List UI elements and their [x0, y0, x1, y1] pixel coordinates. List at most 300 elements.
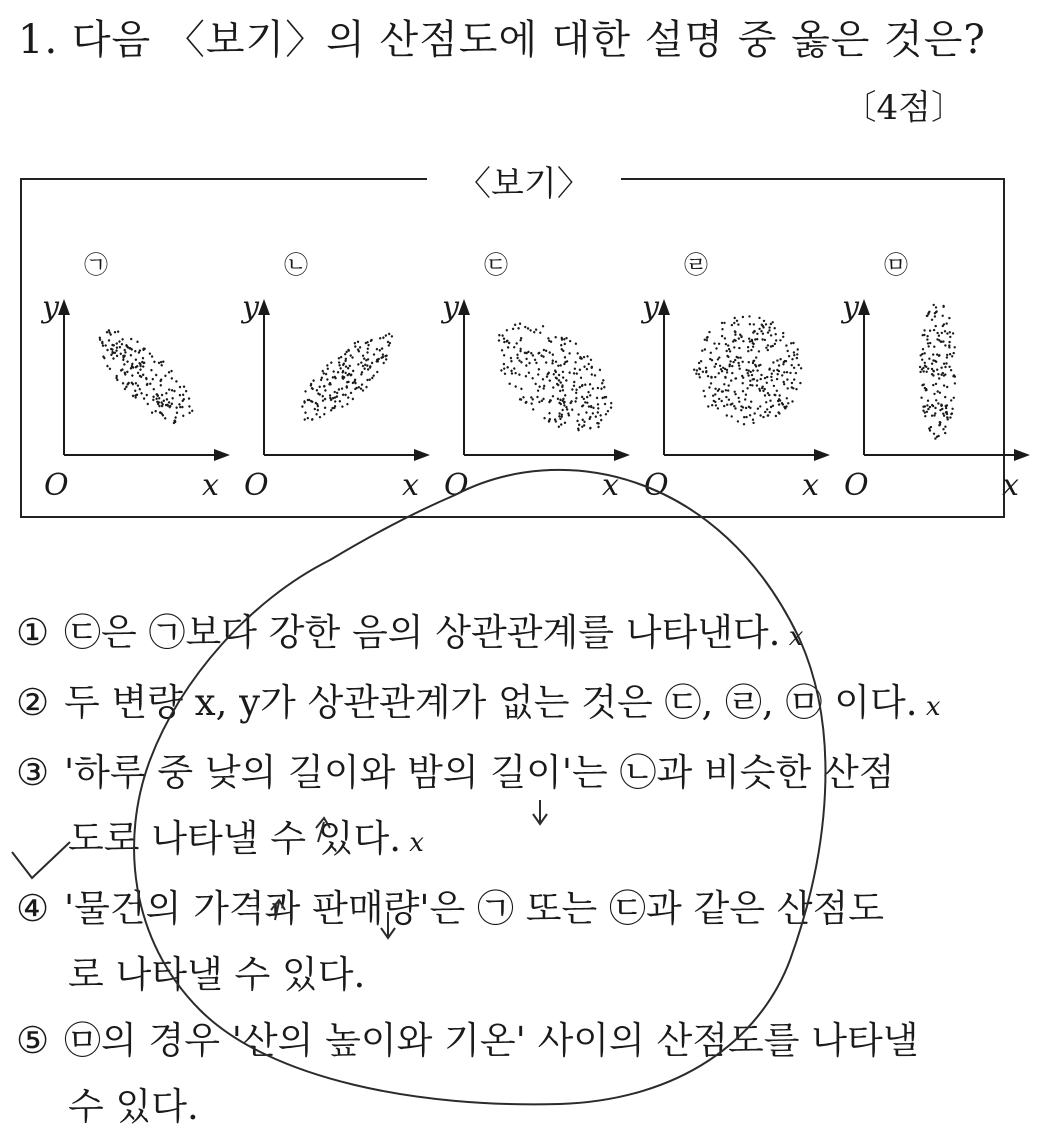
scatter-dot	[928, 427, 930, 429]
option-line	[16, 600, 1006, 670]
axis-arrowheads	[58, 299, 230, 461]
y-axis-label: y	[642, 290, 659, 325]
scatter-dot	[771, 379, 773, 381]
scatter-dot	[919, 366, 921, 368]
scatter-dot	[924, 362, 926, 364]
scatter-dot	[787, 387, 789, 389]
scatter-dot	[743, 416, 745, 418]
scatter-dot	[529, 329, 532, 332]
scatter-dot	[745, 369, 747, 371]
scatter-dot	[948, 344, 950, 346]
scatter-dot	[167, 371, 170, 374]
scatter-dot	[150, 355, 153, 358]
scatter-dot	[791, 400, 793, 402]
scatter-plot	[844, 245, 1039, 515]
scatter-dot	[704, 348, 706, 350]
x-axis-label: x	[802, 468, 819, 503]
example-box-title: 〈보기〉	[427, 156, 621, 205]
scatter-dot	[597, 407, 600, 410]
scatter-dot	[742, 390, 744, 392]
scatter-dot	[779, 358, 781, 360]
scatter-dot	[738, 347, 740, 349]
scatter-dot	[925, 389, 927, 391]
scatter-dot	[721, 400, 723, 402]
scatter-dot	[98, 336, 101, 339]
option-continuation	[16, 942, 1006, 1008]
scatter-dot	[762, 386, 764, 388]
scatter-dot	[726, 404, 728, 406]
scatter-dot	[728, 399, 730, 401]
scatter-dot	[124, 351, 127, 354]
scatter-dot	[557, 425, 560, 428]
scatter-dot	[351, 397, 354, 400]
scatter-dot	[528, 361, 531, 364]
scatter-dot	[565, 379, 568, 382]
scatter-dots	[85, 316, 204, 435]
scatter-dot	[141, 356, 144, 359]
scatter-dot	[693, 369, 695, 371]
scatter-dot	[723, 383, 725, 385]
scatter-dot	[731, 372, 733, 374]
scatter-dot	[515, 342, 518, 345]
scatter-dot	[134, 358, 137, 361]
scatter-dot	[717, 407, 719, 409]
plot-label: ㉤	[884, 251, 908, 279]
scatter-dot	[586, 395, 589, 398]
scatter-dot	[721, 328, 723, 330]
scatter-dot	[764, 388, 766, 390]
scatter-dot	[778, 403, 780, 405]
scatter-dot	[759, 390, 761, 392]
scatter-dot	[536, 395, 539, 398]
x-axis-label: x	[602, 468, 619, 503]
scatter-dot	[182, 414, 185, 417]
scatter-dot	[765, 401, 767, 403]
scatter-dot	[113, 330, 116, 333]
scatter-dot	[503, 340, 506, 343]
scatter-dot	[134, 389, 137, 392]
scatter-dot	[714, 376, 716, 378]
scatter-dots	[475, 300, 631, 452]
scatter-dot	[601, 381, 604, 384]
scatter-dot	[946, 413, 948, 415]
scatter-dot	[715, 404, 717, 406]
scatter-dot	[595, 396, 598, 399]
scatter-dot	[764, 339, 766, 341]
scatter-dot	[944, 426, 946, 428]
scatter-dot	[718, 388, 720, 390]
scatter-dot	[725, 343, 727, 345]
scatter-dot	[953, 397, 955, 399]
scatter-dot	[184, 389, 187, 392]
scatter-dot	[750, 349, 752, 351]
scatter-dot	[921, 384, 923, 386]
option-text: 로 나타낼 수 있다.	[68, 953, 366, 996]
scatter-dot	[791, 364, 793, 366]
scatter-dot	[577, 423, 580, 426]
scatter-dot	[948, 341, 950, 343]
scatter-dot	[597, 425, 600, 428]
scatter-dot	[537, 373, 540, 376]
scatter-dot	[737, 357, 739, 359]
scatter-dot	[545, 375, 548, 378]
scatter-dot	[700, 360, 702, 362]
scatter-dot	[152, 387, 155, 390]
scatter-dot	[554, 335, 557, 338]
scatter-dot	[603, 402, 606, 405]
scatter-dot	[104, 344, 107, 347]
scatter-dot	[791, 358, 793, 360]
scatter-dot	[775, 339, 777, 341]
scatter-dot	[574, 400, 577, 403]
scatter-dot	[936, 369, 938, 371]
scatter-dot	[774, 343, 776, 345]
scatter-dot	[573, 380, 576, 383]
option-number: ④	[16, 887, 50, 930]
origin-label: O	[644, 468, 669, 503]
scatter-dot	[757, 408, 759, 410]
scatter-dot	[924, 415, 926, 417]
scatter-plot	[644, 245, 839, 515]
scatter-dot	[745, 407, 747, 409]
scatter-dot	[954, 382, 956, 384]
scatter-dot	[542, 387, 545, 390]
scatter-dot	[516, 353, 519, 356]
scatter-dot	[792, 387, 794, 389]
scatter-dot	[790, 342, 792, 344]
scatter-dot	[735, 377, 737, 379]
option-continuation	[16, 806, 1006, 876]
scatter-dot	[731, 415, 733, 417]
scatter-dot	[931, 363, 933, 365]
scatter-dot	[742, 340, 744, 342]
scatter-dot	[585, 367, 588, 370]
scatter-dot	[791, 382, 793, 384]
scatter-dot	[762, 333, 764, 335]
scatter-dot	[501, 334, 504, 337]
scatter-dot	[769, 411, 771, 413]
scatter-dot	[768, 326, 770, 328]
scatter-dot	[756, 338, 758, 340]
scatter-dot	[115, 346, 118, 349]
scatter-dot	[315, 413, 318, 416]
scatter-dot	[723, 405, 725, 407]
question-number: 1.	[18, 17, 59, 63]
scatter-dot	[926, 335, 928, 337]
scatter-dot	[348, 364, 351, 367]
scatter-dot	[324, 389, 327, 392]
scatter-dot	[315, 389, 318, 392]
scatter-dot	[589, 426, 592, 429]
scatter-dot	[589, 358, 592, 361]
scatter-dot	[942, 428, 944, 430]
scatter-dot	[518, 373, 521, 376]
scatter-dot	[943, 363, 945, 365]
scatter-dot	[170, 389, 173, 392]
y-axis-label: y	[842, 290, 859, 325]
scatter-dot	[576, 419, 579, 422]
scatter-dot	[498, 333, 501, 336]
scatter-dot	[718, 372, 720, 374]
scatter-dot	[934, 315, 936, 317]
scatter-dot	[920, 397, 922, 399]
x-axis-label: x	[1002, 468, 1019, 503]
scatter-dot	[745, 416, 747, 418]
scatter-dot	[328, 394, 331, 397]
scatter-dot	[767, 349, 769, 351]
scatter-dot	[939, 392, 941, 394]
scatter-dot	[734, 331, 736, 333]
scatter-dot	[754, 364, 756, 366]
scatter-dot	[752, 369, 754, 371]
scatter-dot	[563, 421, 566, 424]
scatter-dot	[535, 361, 538, 364]
scatter-dot	[140, 392, 143, 395]
option-text: '물건의 가격과 판매량'은 ㉠ 또는 ㉢과 같은 산점도	[64, 887, 885, 930]
scatter-dot	[756, 384, 758, 386]
scatter-dot	[759, 405, 761, 407]
scatter-dot	[781, 374, 783, 376]
scatter-dot	[155, 397, 158, 400]
scatter-dot	[574, 342, 577, 345]
scatter-dot	[142, 397, 145, 400]
scatter-dot	[779, 339, 781, 341]
scatter-dot	[756, 369, 758, 371]
scatter-dot	[770, 334, 772, 336]
scatter-dot	[115, 342, 118, 345]
scatter-dot	[933, 304, 935, 306]
scatter-dot	[717, 358, 719, 360]
scatter-dot	[188, 405, 191, 408]
scatter-dot	[758, 328, 760, 330]
scatter-dot	[949, 336, 951, 338]
scatter-dot	[574, 361, 577, 364]
scatter-dot	[714, 393, 716, 395]
scatter-dot	[338, 400, 341, 403]
scatter-dot	[749, 323, 751, 325]
scatter-dot	[370, 361, 373, 364]
scatter-dot	[715, 363, 717, 365]
scatter-dots	[693, 315, 802, 425]
scatter-dot	[376, 370, 379, 373]
option-text: ㉢은 ㉠보다 강한 음의 상관관계를 나타낸다.	[64, 611, 781, 654]
scatter-dot	[594, 415, 597, 418]
scatter-dot	[748, 315, 750, 317]
scatter-plot-axes	[42, 290, 234, 510]
scatter-dot	[739, 357, 741, 359]
scatter-dot	[769, 368, 771, 370]
scatter-dot	[793, 367, 795, 369]
scatter-dot	[162, 360, 165, 363]
scatter-dot	[593, 374, 596, 377]
scatter-dot	[698, 373, 700, 375]
scatter-dot	[596, 403, 599, 406]
scatter-dot	[518, 322, 521, 325]
scatter-dot	[332, 370, 335, 373]
scatter-dot	[354, 345, 357, 348]
scatter-dot	[703, 390, 705, 392]
scatter-dot	[929, 330, 931, 332]
scatter-dot	[798, 364, 800, 366]
scatter-dot	[149, 382, 152, 385]
scatter-dot	[543, 384, 546, 387]
scatter-dot	[175, 406, 178, 409]
scatter-dot	[509, 356, 512, 359]
scatter-dot	[752, 342, 754, 344]
scatter-dot	[743, 423, 745, 425]
option-text: 도로 나타낼 수 있다.	[68, 817, 401, 860]
scatter-dot	[748, 338, 750, 340]
scatter-dot	[382, 361, 385, 364]
scatter-dot	[107, 339, 110, 342]
scatter-dot	[926, 315, 928, 317]
scatter-dot	[949, 353, 951, 355]
scatter-dot	[334, 400, 337, 403]
scatter-dot	[782, 332, 784, 334]
scatter-dot	[165, 392, 168, 395]
scatter-dot	[923, 370, 925, 372]
scatter-dot	[304, 411, 307, 414]
scatter-dot	[702, 371, 704, 373]
scatter-dot	[760, 378, 762, 380]
scatter-dot	[698, 362, 700, 364]
scatter-dot	[579, 376, 582, 379]
scatter-dot	[754, 412, 756, 414]
scatter-dot	[173, 389, 176, 392]
scatter-dot	[506, 346, 509, 349]
scatter-dot	[942, 372, 944, 374]
scatter-dot	[771, 373, 773, 375]
option-line	[16, 670, 1006, 740]
scatter-dot	[306, 416, 309, 419]
scatter-dot	[773, 370, 775, 372]
scatter-dot	[357, 363, 360, 366]
wrong-mark: x	[917, 692, 941, 722]
axis-arrowheads	[658, 299, 830, 461]
scatter-dot	[723, 322, 725, 324]
scatter-dot	[733, 405, 735, 407]
scatter-dot	[738, 337, 740, 339]
scatter-dot	[789, 372, 791, 374]
scatter-dot	[517, 327, 520, 330]
scatter-dot	[728, 365, 730, 367]
scatter-dot	[106, 364, 109, 367]
scatter-dot	[513, 367, 516, 370]
axis-arrowheads	[258, 299, 430, 461]
scatter-dot	[729, 360, 731, 362]
scatter-dot	[108, 367, 111, 370]
scatter-dot	[524, 325, 527, 328]
scatter-dot	[130, 337, 133, 340]
scatter-dot	[134, 349, 137, 352]
scatter-dot	[530, 402, 533, 405]
scatter-dot	[150, 411, 153, 414]
scatter-dot	[335, 391, 338, 394]
plot-label: ㉠	[84, 251, 108, 279]
scatter-dot	[131, 362, 134, 365]
scatter-dot	[561, 370, 564, 373]
scatter-dot	[527, 371, 530, 374]
scatter-dot	[126, 370, 129, 373]
scatter-dot	[932, 353, 934, 355]
scatter-dot	[573, 367, 576, 370]
scatter-dot	[927, 342, 929, 344]
scatter-dot	[188, 411, 191, 414]
scatter-dot	[945, 407, 947, 409]
scatter-dot	[934, 412, 936, 414]
scatter-dot	[547, 337, 550, 340]
y-axis-label: y	[42, 290, 59, 325]
scatter-dot	[600, 387, 603, 390]
scatter-dot	[538, 385, 541, 388]
scatter-dot	[191, 409, 194, 412]
scatter-dot	[733, 339, 735, 341]
scatter-dot	[763, 320, 765, 322]
scatter-dot	[752, 378, 754, 380]
scatter-dot	[756, 379, 758, 381]
scatter-dot	[610, 401, 613, 404]
scatter-dot	[313, 407, 316, 410]
scatter-dot	[556, 397, 559, 400]
scatter-dot	[575, 397, 578, 400]
scatter-dot	[160, 393, 163, 396]
scatter-dot	[750, 371, 752, 373]
scatter-dot	[539, 331, 542, 334]
scatter-dot	[337, 388, 340, 391]
scatter-dot	[726, 350, 728, 352]
scatter-dot	[931, 319, 933, 321]
scatter-dot	[926, 338, 928, 340]
scatter-dot	[568, 371, 571, 374]
scatter-dot	[777, 373, 779, 375]
axis-lines	[864, 305, 1022, 455]
scatter-dot	[954, 346, 956, 348]
scatter-dot	[779, 394, 781, 396]
scatter-dot	[699, 376, 701, 378]
scatter-dot	[706, 337, 708, 339]
scatter-dot	[583, 365, 586, 368]
scatter-dot	[793, 354, 795, 356]
scatter-dot	[563, 342, 566, 345]
scatter-dot	[785, 344, 787, 346]
scatter-dot	[760, 374, 762, 376]
scatter-dot	[758, 317, 760, 319]
scatter-dot	[301, 405, 304, 408]
option-number: ③	[16, 751, 50, 794]
scatter-dot	[551, 353, 554, 356]
scatter-dot	[510, 369, 513, 372]
scatter-dot	[718, 343, 720, 345]
scatter-dot	[949, 331, 951, 333]
scatter-dot	[740, 409, 742, 411]
scatter-dot	[738, 401, 740, 403]
scatter-dot	[537, 368, 540, 371]
scatter-dot	[924, 411, 926, 413]
scatter-dot	[584, 383, 587, 386]
scatter-dot	[724, 368, 726, 370]
scatter-dot	[167, 401, 170, 404]
scatter-dot	[598, 368, 601, 371]
scatter-dot	[946, 354, 948, 356]
scatter-dot	[706, 339, 708, 341]
scatter-dot	[505, 329, 508, 332]
scatter-dot	[353, 341, 356, 344]
option-text: 수 있다.	[68, 1085, 199, 1128]
scatter-dot	[602, 379, 605, 382]
scatter-dot	[943, 384, 945, 386]
scatter-dot	[341, 393, 344, 396]
scatter-dot	[950, 369, 952, 371]
